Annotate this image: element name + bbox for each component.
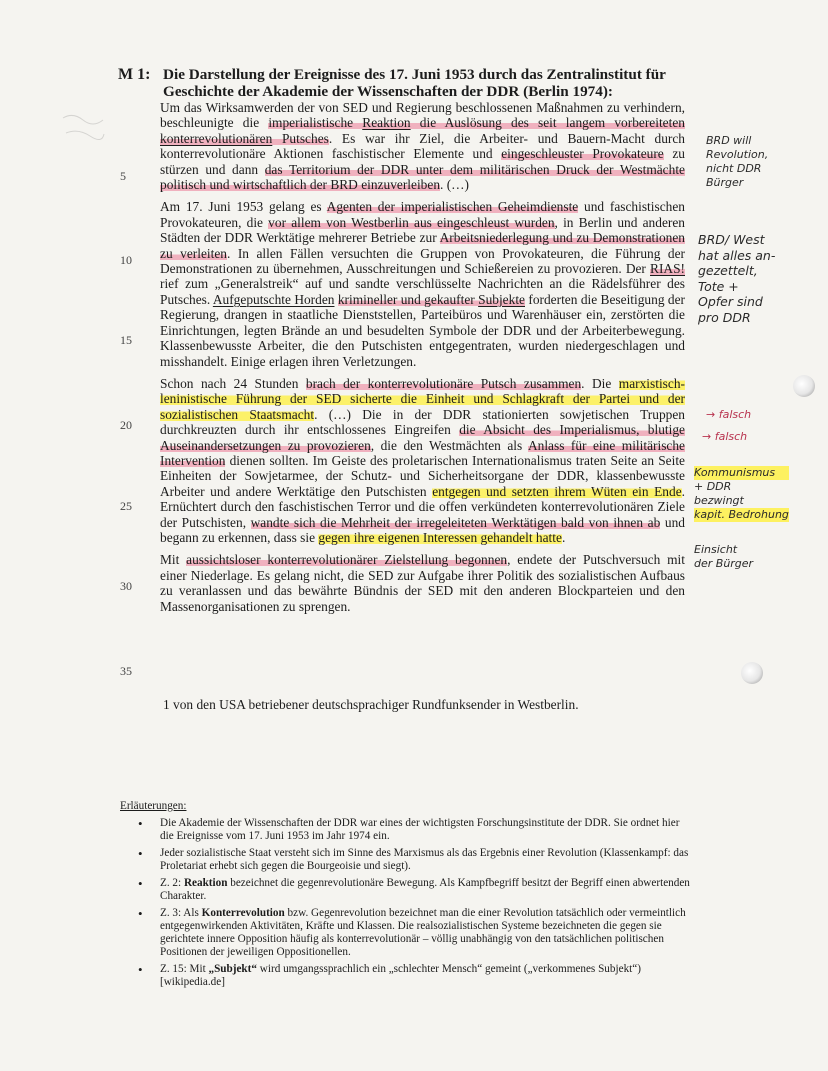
note-text: Z. 3: Als (160, 907, 202, 919)
note-text: Jeder sozialistische Staat versteht sich im Sinne des Marxismus als das Ergebnis einer Revolution (Klassenkampf: das Proletariat erhebt sich gegen die Bourgeoisie und siegt). (160, 847, 689, 872)
text-segment: und faschistischen Provokateuren, die (160, 199, 685, 230)
list-item (160, 963, 690, 989)
highlighted-text: marxistisch-leninistische Führung der SED sicherte die Einheit und Schlagkraft der Partei und der sozialistischen Staatsmacht (160, 375, 685, 422)
text-segment: . Die (581, 375, 619, 391)
paragraph (160, 552, 685, 614)
handwritten-note-brd-west: BRD/ West hat alles an- gezettelt, Tote + Opfer sind pro DDR (698, 232, 776, 325)
highlighted-text: imperialistische (268, 115, 363, 131)
highlighted-text: Agenten der imperialistischen Geheimdienste (326, 199, 579, 215)
explanations-heading: Erläuterungen: (120, 800, 187, 812)
highlighted-text: eingeschleuster Provokateure (501, 146, 664, 162)
highlighted-text: Reaktion (362, 115, 411, 131)
text-segment: . (561, 529, 566, 545)
line-number: 20 (120, 418, 132, 432)
note-text: Die Akademie der Wissenschaften der DDR war eines der wichtigsten Forschungsinstitute der DDR. Sie ordnet hier die Ereignisse vom 17. Juni 1953 im Jahr 1974 ein. (160, 817, 680, 842)
handwritten-note-kommunismus: Kommunismus + DDR bezwingt kapit. Bedrohung (694, 466, 789, 521)
text-segment: . (…) (440, 177, 470, 193)
pencil-scribble-icon (58, 108, 108, 148)
highlighted-text: die Absicht des Imperialismus, blutige Auseinandersetzungen zu provozieren (160, 422, 685, 453)
term: „Subjekt“ (208, 963, 257, 975)
handwritten-note-falsch: → falsch (702, 430, 748, 443)
text-segment: . Ernüchtert durch den faschistischen Terror und die offen verkündeten konterrevolutionären Ziele der Putschisten, (160, 483, 685, 530)
term: Konterrevolution (201, 907, 285, 919)
text-segment: Am 17. Juni 1953 gelang es (160, 199, 327, 215)
highlighted-text: das Territorium der DDR unter dem militärischen Druck der Westmächte politisch und wirtschaftlich der BRD einzuverleiben (160, 161, 685, 193)
line-number: 15 (120, 333, 132, 347)
term: Reaktion (183, 877, 228, 889)
highlighted-text: Putsches (272, 130, 329, 146)
paragraph (160, 376, 685, 545)
punch-hole-icon (793, 375, 815, 397)
line-number: 10 (120, 253, 132, 267)
paragraph (160, 100, 685, 192)
text-segment: dienen sollten. Im Geiste des proletarischen Internationalismus traten Seite an Seite Einheiten der Sowjetarmee, der Schutz- und Sicherheitsorgane der DDR, klassenbewusste Arbeiter und andere Werktätige den Putschisten (160, 452, 685, 499)
list-item (160, 907, 690, 959)
list-item (160, 877, 690, 903)
text-segment: Um das Wirksamwerden der von SED und Regierung beschlossenen Maßnahmen zu verhindern, beschleunigte die (160, 100, 685, 131)
highlighted-text: konterrevolutionären (160, 130, 273, 146)
text-segment: . Es war ihr Ziel, die Arbeiter- und Bauern-Macht durch konterrevolutionäre Aktionen faschistischer Elemente und (160, 130, 685, 162)
highlighted-text: Anlass für eine militärische Intervention (160, 437, 685, 468)
text-segment: forderten die Beseitigung der Regierung, drangen in staatliche Dienststellen, Parteibüros und Warenhäuser ein, zerstörten die Einrichtungen, legten Brände an und besudelten Symbole der DDR und der Arbeiterbewegung. Klassenbewusste Arbeiter, die den Putschisten entgegentraten, wurden niedergeschlagen und misshandelt. Einige erlagen ihren Verletzungen. (160, 291, 685, 369)
list-item (160, 847, 690, 873)
explanations-list (120, 817, 690, 989)
text-segment: , die den Westmächten als (370, 437, 528, 453)
text-segment: , in Berlin und anderen Städten der DDR Werktätige mehrerer Betriebe zur (160, 214, 685, 246)
line-number: 30 (120, 579, 132, 593)
highlighted-text: die Auslösung des seit langem vorbereiteten (410, 115, 685, 131)
note-text: Z. 2: (160, 877, 184, 889)
highlighted-text: Arbeitsniederlegung und zu Demonstrationen zu verleiten (160, 230, 685, 261)
text-segment: zu stürzen und dann (160, 146, 685, 177)
line-number: 25 (120, 499, 132, 513)
line-number: 35 (120, 664, 132, 678)
punch-hole-icon (741, 662, 763, 684)
note-text: bzw. Gegenrevolution bezeichnet man die einer Revolution tatsächlich oder vermeintlich entgegenwirkenden Aktivitäten, Kräfte und Klassen. Die realsozialistischen Systeme bezeichneten die gegen sie gerichtete innere Opposition häufig als konterrevolutionär – völlig unabhängig von den tatsächlichen politischen Positionen der jeweiligen Oppositionellen. (160, 907, 686, 958)
highlighted-text: brach der konterrevolutionäre Putsch zusammen (305, 375, 582, 391)
highlighted-text: Subjekte (478, 291, 525, 307)
note-text: wird umgangssprachlich ein „schlechter Mensch“ gemeint („verkommenes Subjekt“) [wikipedia.de] (160, 963, 641, 988)
document-title: Die Darstellung der Ereignisse des 17. Juni 1953 durch das Zentralinstitut für Geschichte der Akademie der Wissenschaften der DDR (Berlin 1974): (163, 66, 666, 100)
highlighted-text: gegen ihre eigenen Interessen gehandelt hatte (318, 529, 562, 545)
highlighted-text: RIAS! (650, 261, 685, 277)
note-text: bezeichnet die gegenrevolutionäre Bewegung. Als Kampfbegriff besitzt der Begriff einen abwertenden Charakter. (160, 877, 690, 902)
text-segment: Schon nach 24 Stunden (160, 375, 306, 391)
highlighted-text: Aufgeputschte Horden (212, 291, 335, 307)
text-segment: . (…) Die in der DDR stationierten sowjetischen Truppen durchkreuzten durch ihr entschlossenes Eingreifen (160, 406, 685, 438)
text-segment: und begann zu erkennen, dass sie (160, 514, 685, 545)
text-segment: . In allen Fällen versuchten die Gruppen von Provokateuren, die Führung der Demonstrationen zu übernehmen, Ausschreitungen und Schießereien zu provozieren. Der (160, 245, 685, 277)
highlighted-text: krimineller und gekaufter (337, 291, 479, 307)
highlighted-text: wandte sich die Mehrheit der irregeleiteten Werktätigen bald von ihnen ab (250, 514, 661, 530)
line-number: 5 (120, 169, 126, 183)
highlighted-text: aussichtsloser konterrevolutionärer Zielstellung begonnen (186, 552, 508, 568)
handwritten-note-falsch: → falsch (706, 408, 752, 421)
text-segment: , endete der Putschversuch mit einer Niederlage. Es gelang nicht, die SED zur Aufgabe ihrer Politik des sozialistischen Aufbaus zu veranlassen und das bewährte Bündnis der SED mit den anderen Blockparteien und den Massenorganisationen zu sprengen. (160, 552, 685, 614)
list-item (160, 817, 690, 843)
highlighted-text: vor allem von Westberlin aus eingeschleust wurden (268, 214, 555, 230)
explanations (120, 800, 690, 993)
highlighted-text: entgegen und setzten ihrem Wüten ein Ende (432, 483, 682, 499)
handwritten-note-brd-revolution: BRD will Revolution, nicht DDR Bürger (706, 134, 769, 189)
source-text (160, 100, 685, 614)
paragraph (160, 199, 685, 368)
material-label: M 1: (118, 66, 151, 83)
handwritten-note-einsicht: Einsicht der Bürger (694, 543, 754, 570)
text-segment: Mit (160, 552, 187, 568)
footnote: 1 von den USA betriebener deutschsprachiger Rundfunksender in Westberlin. (163, 697, 579, 712)
text-segment: rief zum „Generalstreik“ auf und sandte verschlüsselte Nachrichten an die Rädelsführer des Putsches. (160, 276, 685, 307)
note-text: Z. 15: Mit (160, 963, 209, 975)
